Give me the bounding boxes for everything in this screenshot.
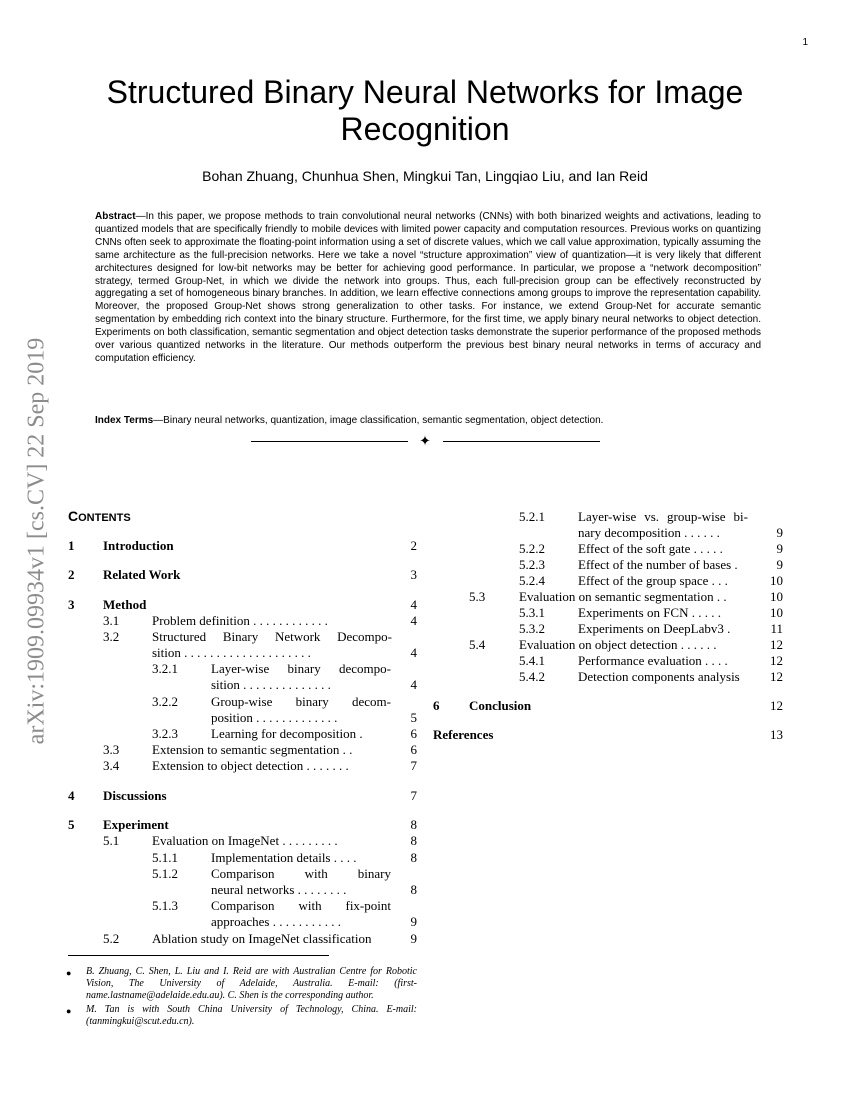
toc-title: Implementation details . . . . — [211, 850, 357, 865]
page-number: 1 — [802, 37, 808, 48]
toc-page: 10 — [770, 605, 783, 620]
footnote-affiliation: B. Zhuang, C. Shen, L. Liu and I. Reid are with Australian Centre for Robotic Vision, The University of Adelaide, Australia. E-mail: (first-name.lastname@adelaide.edu.au). C. Shen is the corresponding author. — [86, 966, 417, 1001]
toc-number: 5.2.4 — [519, 573, 545, 588]
toc-page: 11 — [770, 621, 783, 636]
toc-number: 5.2.2 — [519, 541, 545, 556]
toc-page: 12 — [770, 653, 783, 668]
toc-number: 5.1.3 — [152, 898, 178, 913]
toc-page: 7 — [410, 788, 417, 803]
toc-number: 5.3.2 — [519, 621, 545, 636]
abstract-label: Abstract — [95, 211, 136, 222]
toc-number: 5.1.2 — [152, 866, 178, 881]
toc-title: Layer-wise binary decompo- — [211, 661, 391, 676]
toc-title: Structured Binary Network Decompo- — [152, 629, 392, 644]
toc-page: 6 — [410, 726, 417, 741]
toc-number: 3.3 — [103, 742, 120, 757]
toc-title: Extension to semantic segmentation . . — [152, 742, 353, 757]
toc-title-continued: neural networks . . . . . . . . — [211, 882, 347, 897]
toc-number: 2 — [68, 567, 75, 582]
footnote-rule — [68, 955, 329, 956]
contents-heading — [68, 508, 131, 524]
toc-number: 5.2.3 — [519, 557, 545, 572]
toc-title: Problem definition . . . . . . . . . . . . — [152, 613, 328, 628]
toc-entry[interactable] — [68, 694, 417, 726]
toc-page: 9 — [410, 914, 417, 929]
toc-title-continued: approaches . . . . . . . . . . . — [211, 914, 341, 929]
toc-page: 8 — [410, 817, 417, 832]
toc-title: Learning for decomposition . — [211, 726, 363, 741]
toc-number: 5.2.1 — [519, 509, 545, 524]
toc-page: 6 — [410, 742, 417, 757]
toc-title: Discussions — [103, 788, 167, 803]
toc-page: 12 — [770, 698, 783, 713]
footnote-affiliation: M. Tan is with South China University of Technology, China. E-mail: (tanmingkui@scut.edu.cn). — [86, 1004, 417, 1027]
toc-number: 5.1 — [103, 833, 120, 848]
toc-entry[interactable] — [68, 898, 417, 930]
toc-page: 4 — [410, 677, 417, 692]
toc-page: 13 — [770, 727, 783, 742]
toc-title: Experiment — [103, 817, 169, 832]
toc-title: Conclusion — [469, 698, 532, 713]
toc-page: 9 — [776, 525, 783, 540]
toc-title: Detection components analysis — [578, 669, 740, 684]
toc-title: Effect of the number of bases . — [578, 557, 738, 572]
toc-number: 6 — [433, 698, 440, 713]
toc-page: 7 — [410, 758, 417, 773]
toc-title: Extension to object detection . . . . . . . — [152, 758, 349, 773]
paper-title-line-1: Structured Binary Neural Networks for Image — [106, 74, 744, 110]
toc-page: 8 — [410, 850, 417, 865]
toc-title: Evaluation on ImageNet . . . . . . . . . — [152, 833, 338, 848]
paper-title-line-2: Recognition — [340, 111, 510, 147]
toc-number: 3.1 — [103, 613, 120, 628]
toc-title: Group-wise binary decom- — [211, 694, 391, 709]
toc-number: 3 — [68, 597, 75, 612]
toc-number: 5.3.1 — [519, 605, 545, 620]
toc-number: 5.2 — [103, 931, 120, 946]
toc-title: Experiments on DeepLabv3 . — [578, 621, 731, 636]
toc-page: 10 — [770, 573, 783, 588]
toc-number: 5.3 — [469, 589, 486, 604]
toc-title: Related Work — [103, 567, 181, 582]
toc-page: 4 — [410, 645, 417, 660]
toc-title-continued: sition . . . . . . . . . . . . . . — [211, 677, 331, 692]
toc-number: 5.4 — [469, 637, 486, 652]
abstract-text: —In this paper, we propose methods to train convolutional neural networks (CNNs) with both binarized weights and activations, leading to quantized models that are specifically friendly to mobile devices with limited power capacity and computation resources. Previous works on quantizing CNNs often seek to approximate the floating-point information using a set of discrete values, which we call value approximation, typically assuming the same architecture as the full-precision networks. Here we take a novel “structure approximation” view of quantization—it is very likely that different architectures designed for low-bit networks may be better for achieving good performance. In particular, we propose a “network decomposition” strategy, termed Group-Net, in which we divide the network into groups. Thus, each full-precision group can be effectively reconstructed by aggregating a set of homogeneous binary branches. In addition, we learn effective connections among groups to improve the representation capability. Moreover, the proposed Group-Net shows strong generalization to other tasks. For instance, we extend Group-Net for accurate semantic segmentation by embedding rich context into the binary structure. Furthermore, for the first time, we apply binary neural networks to object detection. Experiments on both classification, semantic segmentation and object detection tasks demonstrate the superior performance of the proposed methods over various quantized networks in the literature. Our methods outperform the previous best binary neural networks in terms of accuracy and computation efficiency. — [95, 211, 761, 364]
toc-title: Experiments on FCN . . . . . — [578, 605, 721, 620]
toc-page: 9 — [410, 931, 417, 946]
paper-authors: Bohan Zhuang, Chunhua Shen, Mingkui Tan, Lingqiao Liu, and Ian Reid — [202, 168, 648, 184]
toc-page: 2 — [410, 538, 417, 553]
divider-star-icon: ✦ — [419, 434, 431, 450]
index-terms-label: Index Terms — [95, 415, 154, 426]
toc-entry[interactable] — [68, 661, 417, 693]
toc-title-continued: position . . . . . . . . . . . . . — [211, 710, 338, 725]
toc-title: Comparison with binary — [211, 866, 391, 881]
toc-number: 3.2 — [103, 629, 120, 644]
contents-heading-initial: C — [68, 508, 79, 524]
toc-number: 3.2.2 — [152, 694, 178, 709]
toc-title-continued: sition . . . . . . . . . . . . . . . . . . . . — [152, 645, 311, 660]
toc-number: 5.1.1 — [152, 850, 178, 865]
toc-number: 1 — [68, 538, 75, 553]
toc-number: 5.4.2 — [519, 669, 545, 684]
toc-title-continued: nary decomposition . . . . . . — [578, 525, 720, 540]
toc-title: Evaluation on object detection . . . . . . — [519, 637, 717, 652]
toc-number: 5.4.1 — [519, 653, 545, 668]
toc-number: 5 — [68, 817, 75, 832]
toc-page: 12 — [770, 637, 783, 652]
toc-entry[interactable] — [68, 866, 417, 898]
toc-title: Ablation study on ImageNet classification — [152, 931, 372, 946]
toc-page: 8 — [410, 833, 417, 848]
toc-title: Evaluation on semantic segmentation . . — [519, 589, 727, 604]
paper-title — [60, 74, 790, 148]
toc-page: 4 — [410, 613, 417, 628]
toc-title: Effect of the soft gate . . . . . — [578, 541, 723, 556]
section-divider-right — [443, 441, 600, 442]
toc-title: Introduction — [103, 538, 174, 553]
abstract — [95, 211, 761, 366]
toc-entry[interactable] — [433, 509, 783, 541]
toc-page: 5 — [410, 710, 417, 725]
toc-page: 3 — [410, 567, 417, 582]
toc-page: 9 — [776, 541, 783, 556]
toc-title: Layer-wise vs. group-wise bi- — [578, 509, 748, 524]
toc-title: Comparison with fix-point — [211, 898, 391, 913]
toc-entry[interactable] — [68, 629, 417, 661]
toc-page: 12 — [770, 669, 783, 684]
toc-number: 3.4 — [103, 758, 120, 773]
bullet-icon: ● — [66, 1006, 72, 1016]
toc-title: References — [433, 727, 494, 742]
toc-page: 10 — [770, 589, 783, 604]
section-divider-left — [251, 441, 408, 442]
arxiv-identifier-stamp: arXiv:1909.09934v1 [cs.CV] 22 Sep 2019 — [23, 337, 50, 745]
bullet-icon: ● — [66, 968, 72, 978]
toc-title: Method — [103, 597, 147, 612]
index-terms — [95, 415, 761, 428]
toc-number: 4 — [68, 788, 75, 803]
toc-page: 8 — [410, 882, 417, 897]
toc-number: 3.2.3 — [152, 726, 178, 741]
toc-title: Effect of the group space . . . — [578, 573, 728, 588]
toc-page: 4 — [410, 597, 417, 612]
toc-number: 3.2.1 — [152, 661, 178, 676]
contents-heading-rest: ONTENTS — [78, 512, 131, 524]
toc-title: Performance evaluation . . . . — [578, 653, 728, 668]
index-terms-text: —Binary neural networks, quantization, image classification, semantic segmentation, object detection. — [153, 415, 604, 426]
toc-page: 9 — [776, 557, 783, 572]
